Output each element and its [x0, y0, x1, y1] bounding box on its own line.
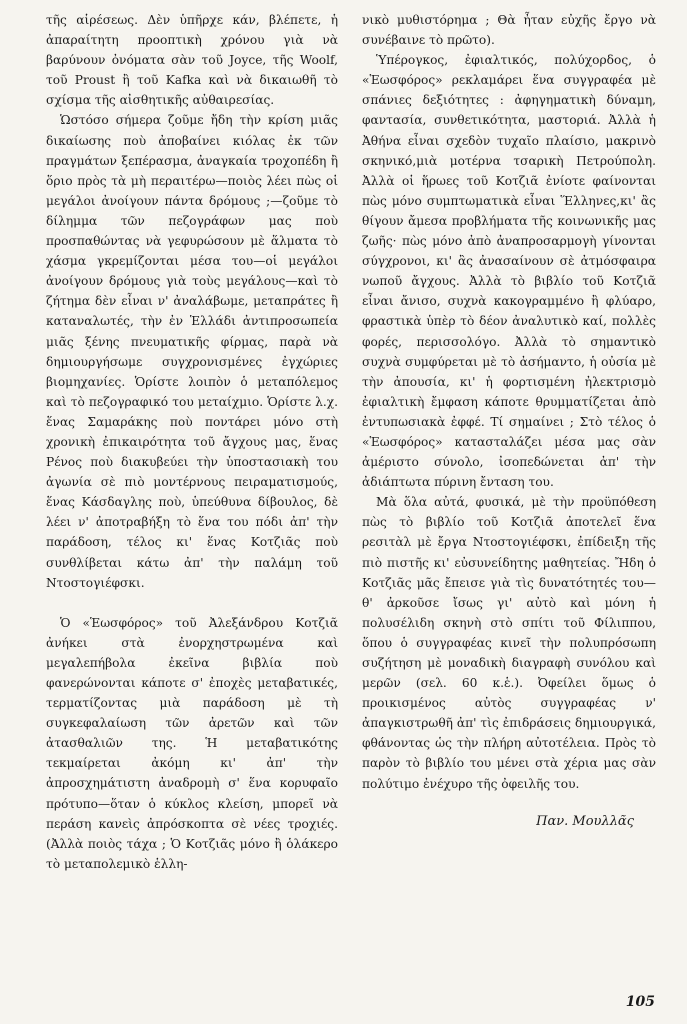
paragraph: τῆς αἱρέσεως. Δὲν ὑπῆρχε κάν, βλέπετε, ἡ ἀπαραίτητη προοπτικὴ χρόνου γιὰ νὰ βαρύνουν ὀνόματα σὰν τοῦ Joyce, τῆς Woolf, τοῦ Proust ἢ τοῦ Kafka καὶ νὰ δικαιωθῆ τὸ σχίσμα τῆς αἰσθητικῆς αὐθαιρεσίας. [46, 13, 338, 108]
paragraph: νικὸ μυθιστόρημα ; Θὰ ἦταν εὐχῆς ἔργο νὰ συνέβαινε τὸ πρῶτο). [362, 13, 656, 48]
paragraph: Ὡστόσο σήμερα ζοῦμε ἤδη τὴν κρίση μιᾶς δικαίωσης ποὺ ἀποβαίνει κιόλας ἐκ τῶν πραγμάτων ξεπέρασμα, ἀναγκαία τροχοπέδη ἢ ὅριο πρὸς τὰ μὴ περαιτέρω—ποιὸς λέει πὼς οἱ μεγάλοι ἀνοίγουν πάντα δρόμους ;—ζοῦμε τὸ δίλημμα τῶν πεζογράφων μας ποὺ προσπαθώντας νὰ γεφυρώσουν μὲ ἅλματα τὸ χάσμα γκρεμίζονται μέσα του—οἱ μεγάλοι ἀνοίγουν δρόμους γιὰ τοὺς μεγάλους—καὶ τὸ ζήτημα δὲν εἶναι ν' ἀναλάβωμε, μεταπράτες ἢ καταναλωτές, τὴν ἐν Ἑλλάδι ἀντιπροσωπεία μιᾶς ξένης πνευματικῆς φίρμας, παρὰ νὰ δημιουργήσωμε συγχρονισμένες ἐγχώριες βιομηχανίες. Ὁρίστε λοιπὸν ὁ μεταπόλεμος καὶ τὸ πεζογραφικό του μεταίχμιο. Ὁρίστε λ.χ. ἕνας Σαμαράκης ποὺ ποντάρει μόνο στὴ χρονικὴ ἐπικαιρότητα τοῦ ἄγχους μας, ἕνας Ρένος ποὺ διακυβεύει τὴν ὑποστασιακὴ του ἀγωνία σὲ πιὸ μοντέρνους πειραματισμούς, ἕνας Κάσδαγλης ποὺ, ὑπεύθυνα δίβουλος, δὲ λέει ν' ἀποτραβήξη τὸ ἕνα του πόδι ἀπ' τὴν παράδοση, τέλος κι' ἕνας Κοτζιᾶς ποὺ συνθλίβεται κάτω ἀπ' τὴν παλάμη τοῦ Ντοστογιέφσκι. [46, 113, 338, 590]
paragraph: Ὁ «Ἑωσφόρος» τοῦ Ἀλεξάνδρου Κοτζιᾶ ἀνήκει στὰ ἐνορχηστρωμένα καὶ μεγαλεπήβολα ἐκεῖνα βιβλία ποὺ φανερώνονται κάποτε σ' ἐποχὲς μεταβατικές, τερματίζοντας μιὰ παράδοση μὲ τὴ συγκεφαλαίωση τῶν ἀρετῶν καὶ τῶν ἀτασθαλιῶν της. Ἡ μεταβατικότης τεκμαίρεται ἀκόμη κι' ἀπ' τὴν ἀπροσχημάτιστη ἀναδρομὴ σ' ἕνα κορυφαῖο πρότυπο—ὅταν ὁ κύκλος κλείση, μπορεῖ νὰ περάση κανεὶς ἀπρόσκοπτα σὲ νέες τροχιές. (Ἀλλὰ ποιὸς τάχα ; Ὁ Κοτζιᾶς μόνο ἢ ὁλάκερο τὸ μεταπολεμικὸ ἑλλη- [46, 615, 338, 871]
paragraph: Ὑπέρογκος, ἐφιαλτικός, πολύχορδος, ὁ «Ἑωσφόρος» ρεκλαμάρει ἕνα συγγραφέα μὲ σπάνιες δεξιότητες : ἀφηγηματικὴ δύναμη, φαντασία, συνθετικότητα, μαστοριά. Ἀλλὰ ἡ Ἀθήνα εἶναι σχεδὸν τυχαῖο πλαίσιο, μακρινὸ σκηνικό,μιὰ μοτέρνα τσαρικὴ Πετρούπολη. Ἀλλὰ οἱ ἥρωες τοῦ Κοτζιᾶ ἐνίοτε φαίνονται πὼς μόνο συμπτωματικὰ εἶναι Ἕλληνες,κι' ἂς θίγουν ἄμεσα προβλήματα τῆς κοινωνικῆς μας ζωῆς· πὼς μόνο ἀπὸ ἀναπροσαρμογὴ γίνονται σύγχρονοι, κι' ἂς ἀνασαίνουν σὲ ἀτμόσφαιρα νωποῦ ἄγχους. Ἀλλὰ τὸ βιβλίο τοῦ Κοτζιᾶ εἶναι ἄνισο, συχνὰ κακογραμμένο ἢ φλύαρο, φραστικὰ ὑπὲρ τὸ δέον ἀναλυτικὸ καί, πολλὲς φορές, περισσολόγο. Ἀλλὰ τὸ σημαντικὸ συχνὰ συμφύρεται μὲ τὸ ἀσήμαντο, ἡ οὐσία μὲ τὴν ἀπουσία, κι' ἡ φορτισμένη ἠλεκτρισμὸ ἐφιαλτικὴ ἔμφαση κάποτε θρυμματίζεται ἀπὸ ἐντυπωσιακὰ ἐφφέ. Τί σημαίνει ; Στὸ τέλος ὁ «Ἑωσφόρος» κατασταλάζει μέσα μας σὰν ἀμέριστο σύνολο, ἰσοπεδώνεται ἀπ' τὴν ἀδιάπτωτα πύρινη ἔνταση του. [362, 53, 656, 490]
left-column [46, 10, 338, 874]
paragraph: Μὰ ὅλα αὐτά, φυσικά, μὲ τὴν προϋπόθεση πὼς τὸ βιβλίο τοῦ Κοτζιᾶ ἀποτελεῖ ἕνα ρεσιτὰλ μὲ ἔργα Ντοστογιέφσκι, ἐπίδειξη τῆς πιὸ πιστῆς κι' εὐσυνείδητης μαθητείας. Ἤδη ὁ Κοτζιᾶς μᾶς ἔπεισε γιὰ τὶς δυνατότητές του— θ' ἀρκοῦσε ἴσως γι' αὐτὸ καὶ μόνη ἡ πολυσέλιδη σκηνὴ στὸ σπίτι τοῦ Φίλιππου, ὅπου ὁ συγγραφέας κινεῖ τὴν πολυπρόσωπη συζήτηση μὲ μοναδικὴ διαγραφὴ συνόλου καὶ μερῶν (σελ. 60 κ.ἑ.). Ὀφείλει ὅμως ὁ προικισμένος αὐτὸς συγγραφέας ν' ἀπαγκιστρωθῆ ἀπ' τὶς ἐπιδράσεις δημιουργικά, φθάνοντας ὡς τὴν πλήρη αὐτοτέλεια. Πρὸς τὸ παρὸν τὸ βιβλίο του μένει στὰ χέρια μας σὰν πολύτιμο ἐνέχυρο τῆς ὀφειλῆς του. [362, 495, 656, 791]
author-signature: Παν. Μουλλᾶς [536, 813, 634, 829]
page-number: 105 [625, 994, 655, 1010]
right-column [362, 10, 656, 832]
